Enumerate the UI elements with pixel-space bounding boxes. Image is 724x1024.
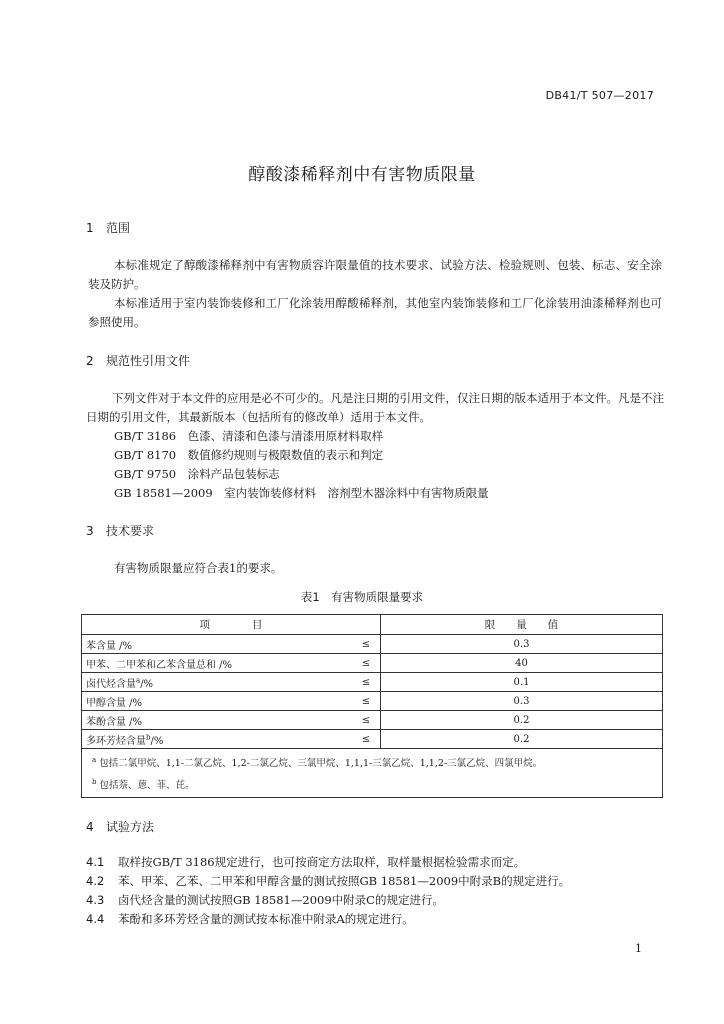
table-row (82, 635, 663, 654)
operator-cell: ≤ (352, 635, 381, 654)
clause-number: 4.4 (86, 912, 105, 926)
section-title: 技术要求 (106, 524, 155, 538)
reference-item: GB/T 8170 数值修约规则与极限数值的表示和判定 (114, 448, 384, 462)
section-number: 4 (86, 820, 94, 834)
section-1-paragraph-1: 本标准规定了醇酸漆稀释剂中有害物质容许限量值的技术要求、试验方法、检验规则、包装、标志、安全涂装及防护。 (88, 258, 662, 291)
operator-cell: ≤ (352, 730, 381, 749)
standard-code: DB41/T 507—2017 (545, 89, 654, 102)
footnote-mark: b (146, 733, 151, 742)
note-text: 包括萘、蒽、菲、芘。 (99, 780, 195, 792)
table-row (82, 654, 663, 673)
item-cell (82, 673, 353, 692)
section-2-heading (86, 352, 190, 369)
item-cell (82, 730, 353, 749)
clause-number: 4.2 (86, 874, 105, 888)
item-cell: 甲苯、二甲苯和乙苯含量总和 /% (82, 654, 353, 673)
footnote-mark: a (92, 756, 97, 764)
clause-item (86, 872, 570, 891)
section-2-paragraph-1: 下列文件对于本文件的应用是必不可少的。凡是注日期的引用文件，仅注日期的版本适用于本文件。凡是不注日期的引用文件，其最新版本（包括所有的修改单）适用于本文件。 (86, 391, 664, 424)
section-1-heading (86, 219, 130, 236)
clause-item (86, 910, 414, 929)
section-4-heading (86, 818, 154, 835)
section-title: 试验方法 (106, 820, 155, 834)
table-caption: 表1 有害物质限量要求 (300, 590, 424, 604)
section-title: 规范性引用文件 (106, 354, 191, 368)
operator-cell: ≤ (352, 673, 381, 692)
table-notes-row (82, 749, 663, 798)
clause-item (86, 853, 525, 872)
value-cell: 40 (381, 654, 663, 673)
section-title: 范围 (106, 221, 131, 235)
table-row (82, 692, 663, 711)
clause-text: 卤代烃含量的测试按照GB 18581—2009中附录C的规定进行。 (118, 893, 444, 907)
clause-number: 4.1 (86, 855, 105, 869)
item-label: 卤代烃含量 (86, 678, 136, 690)
footnote-mark: b (92, 778, 97, 787)
operator-cell: ≤ (352, 654, 381, 673)
reference-item: GB/T 9750 涂料产品包装标志 (114, 467, 280, 481)
item-unit: /% (150, 735, 164, 747)
item-unit: /% (140, 678, 154, 690)
section-number: 3 (86, 524, 94, 538)
section-3-paragraph-1: 有害物质限量应符合表1的要求。 (114, 561, 283, 575)
table-notes (82, 749, 663, 798)
clause-item (86, 891, 444, 910)
page-number: 1 (635, 942, 642, 955)
section-3-heading (86, 522, 154, 539)
table-note (92, 751, 652, 773)
clause-text: 取样按GB/T 3186规定进行，也可按商定方法取样，取样量根据检验需求而定。 (118, 855, 526, 869)
value-cell: 0.2 (381, 711, 663, 730)
value-cell: 0.1 (381, 673, 663, 692)
item-cell: 苯含量 /% (82, 635, 353, 654)
operator-cell: ≤ (352, 711, 381, 730)
document-title: 醇酸漆稀释剂中有害物质限量 (248, 165, 476, 185)
note-text: 包括二氯甲烷、1,1-二氯乙烷、1,2-二氯乙烷、三氯甲烷、1,1,1-三氯乙烷、1,1,2-三氯乙烷、四氯甲烷。 (99, 758, 543, 770)
value-cell: 0.3 (381, 635, 663, 654)
table-row (82, 673, 663, 692)
limits-table (81, 614, 663, 798)
clause-text: 苯酚和多环芳烃含量的测试按本标准中附录A的规定进行。 (118, 912, 414, 926)
table-row (82, 711, 663, 730)
value-cell: 0.2 (381, 730, 663, 749)
operator-cell: ≤ (352, 692, 381, 711)
column-header-limit: 限 量 值 (381, 615, 663, 635)
reference-item: GB/T 3186 色漆、清漆和色漆与清漆用原材料取样 (114, 429, 384, 443)
clause-number: 4.3 (86, 893, 105, 907)
column-header-item: 项 目 (82, 615, 381, 635)
table-header-row (82, 615, 663, 635)
value-cell: 0.3 (381, 692, 663, 711)
section-1-paragraph-2: 本标准适用于室内装饰装修和工厂化涂装用醇酸稀释剂，其他室内装饰装修和工厂化涂装用油漆稀释剂也可参照使用。 (88, 296, 662, 329)
footnote-mark: a (136, 676, 141, 685)
clause-text: 苯、甲苯、乙苯、二甲苯和甲醇含量的测试按照GB 18581—2009中附录B的规定进行。 (118, 874, 571, 888)
reference-item: GB 18581—2009 室内装饰装修材料 溶剂型木器涂料中有害物质限量 (114, 486, 489, 500)
table-note (92, 773, 652, 795)
section-number: 1 (86, 221, 94, 235)
item-label: 多环芳烃含量 (86, 735, 146, 747)
item-cell: 甲醇含量 /% (82, 692, 353, 711)
table-row (82, 730, 663, 749)
section-number: 2 (86, 354, 94, 368)
item-cell: 苯酚含量 /% (82, 711, 353, 730)
